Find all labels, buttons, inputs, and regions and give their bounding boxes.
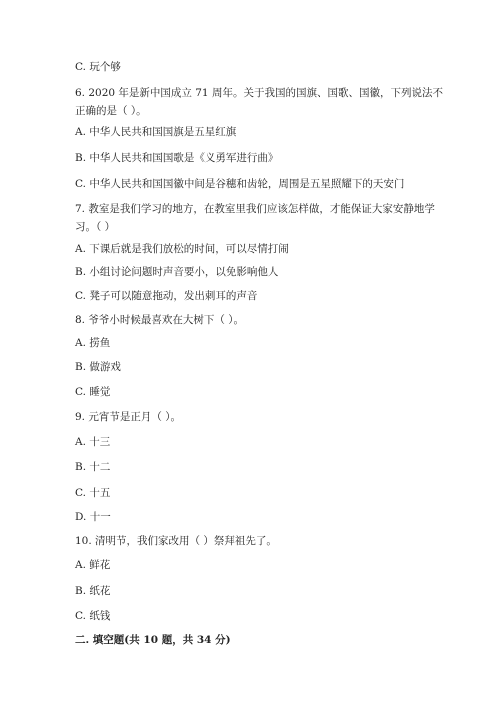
- section-heading-fill-in: 二. 填空题(共 10 题，共 34 分): [75, 634, 231, 646]
- q5-option-c: C. 玩个够: [75, 61, 121, 73]
- q6-option-c: C. 中华人民共和国国徽中间是谷穗和齿轮，周围是五星照耀下的天安门: [75, 178, 405, 190]
- q7-option-b: B. 小组讨论问题时声音要小，以免影响他人: [75, 266, 279, 278]
- q9-stem: 9. 元宵节是正月（ ）。: [75, 411, 181, 423]
- q8-stem: 8. 爷爷小时候最喜欢在大树下（ ）。: [75, 314, 244, 326]
- q8-option-a: A. 捞鱼: [75, 337, 111, 349]
- q9-option-c: C. 十五: [75, 487, 111, 499]
- q7-option-a: A. 下课后就是我们放松的时间，可以尽情打闹: [75, 243, 289, 255]
- q10-option-a: A. 鲜花: [75, 559, 111, 571]
- q9-option-d: D. 十一: [75, 511, 111, 523]
- q8-option-b: B. 做游戏: [75, 361, 121, 373]
- q10-option-c: C. 纸钱: [75, 610, 111, 622]
- q10-stem: 10. 清明节，我们家改用（ ）祭拜祖先了。: [75, 535, 277, 547]
- q6-option-a: A. 中华人民共和国国旗是五星红旗: [75, 126, 237, 138]
- q7-stem-line1: 7. 教室是我们学习的地方，在教室里我们应该怎样做，才能保证大家安静地学: [75, 203, 435, 215]
- q7-stem-line2: 习。（ ）: [75, 221, 116, 233]
- q6-stem-line2: 正确的是（ ）。: [75, 105, 147, 117]
- q6-stem-line1: 6. 2020 年是新中国成立 71 周年。关于我国的国旗、国歌、国徽，下列说法不: [75, 87, 443, 99]
- q9-option-a: A. 十三: [75, 436, 111, 448]
- q6-option-b: B. 中华人民共和国国歌是《义勇军进行曲》: [75, 152, 279, 164]
- q9-option-b: B. 十二: [75, 461, 111, 473]
- q7-option-c: C. 凳子可以随意拖动，发出刺耳的声音: [75, 290, 258, 302]
- q10-option-b: B. 纸花: [75, 585, 111, 597]
- q8-option-c: C. 睡觉: [75, 386, 111, 398]
